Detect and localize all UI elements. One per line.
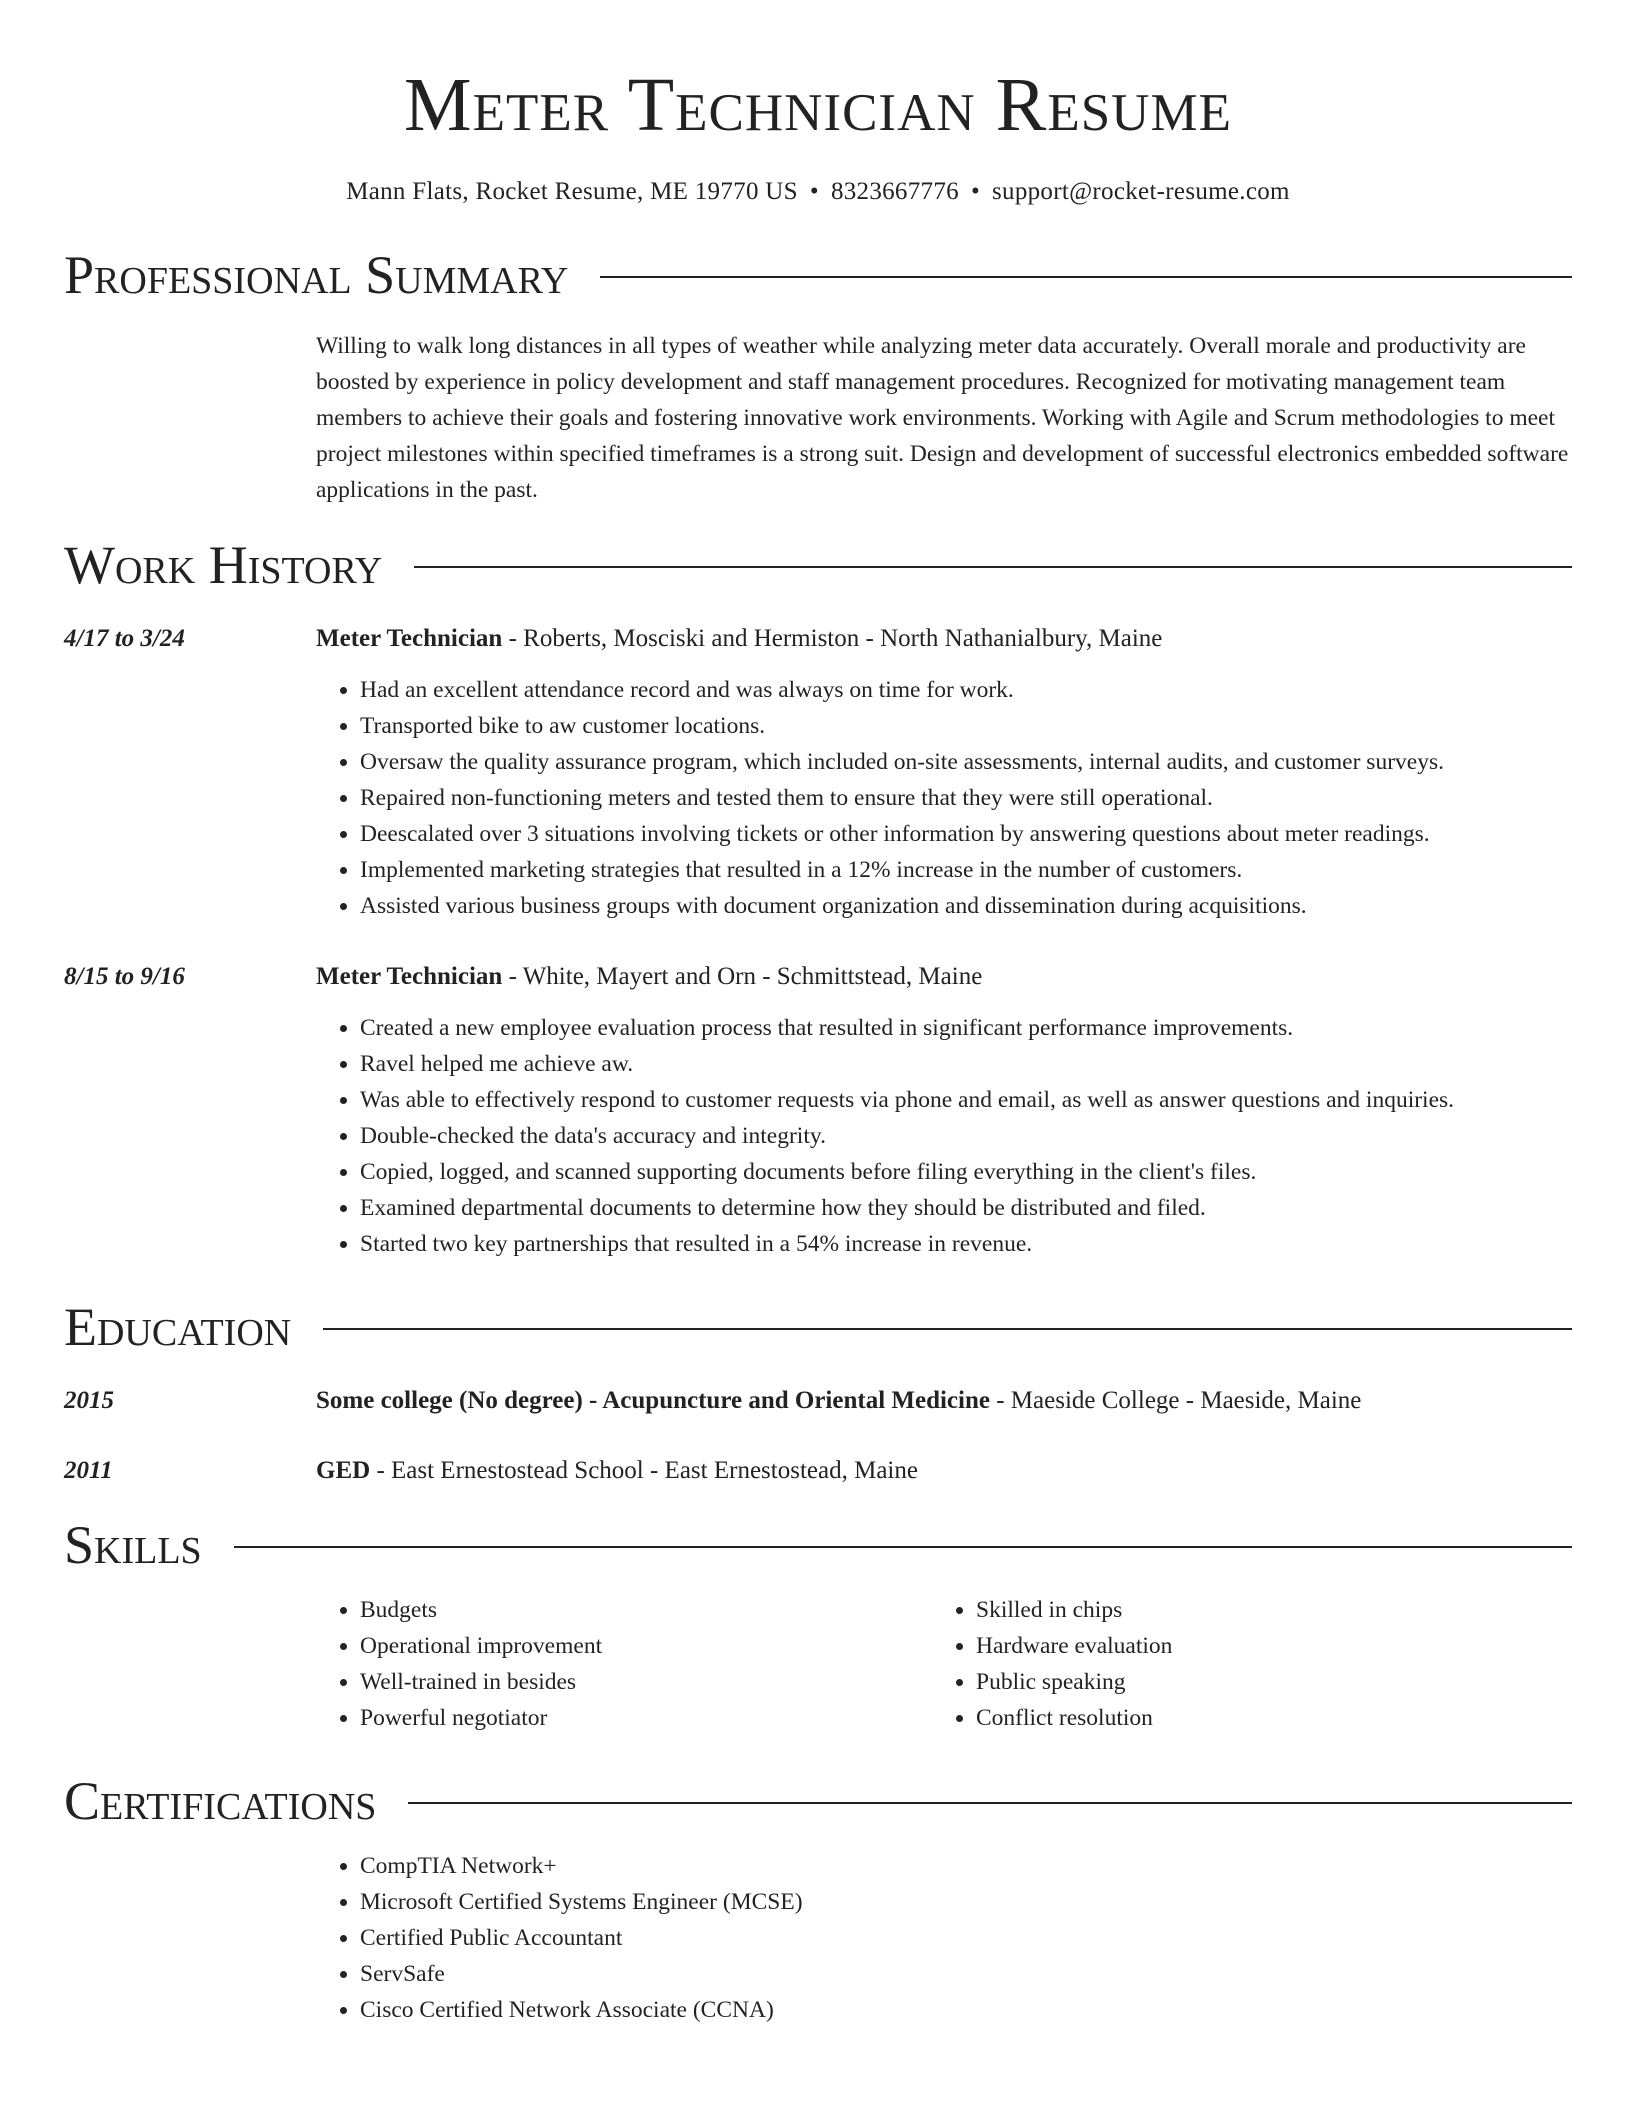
education-degree: Some college (No degree) - Acupuncture and Oriental Medicine <box>316 1387 990 1414</box>
education-entry <box>64 1454 1572 1488</box>
list-item: • Certified Public Accountant <box>360 1920 1572 1956</box>
education-year: 2015 <box>64 1387 114 1414</box>
list-item: • CompTIA Network+ <box>360 1848 1572 1884</box>
skills-grid <box>316 1592 1572 1736</box>
section-title-education: Education <box>64 1297 292 1357</box>
list-item: • Assisted various business groups with document organization and dissemination during acquisitions. <box>360 888 1572 924</box>
job-heading <box>316 960 1572 994</box>
list-item: • Created a new employee evaluation process that resulted in significant performance improvements. <box>360 1010 1572 1046</box>
list-item: • Repaired non-functioning meters and tested them to ensure that they were still operational. <box>360 780 1572 816</box>
list-item: • Started two key partnerships that resulted in a 54% increase in revenue. <box>360 1226 1572 1262</box>
education-details: - East Ernestostead School - East Ernestostead, Maine <box>370 1457 918 1484</box>
education-heading <box>316 1384 1572 1418</box>
education-heading <box>316 1454 1572 1488</box>
list-item: • Examined departmental documents to determine how they should be distributed and filed. <box>360 1190 1572 1226</box>
list-item: • Ravel helped me achieve aw. <box>360 1046 1572 1082</box>
job-entry <box>64 960 1572 1262</box>
job-bullets <box>316 672 1572 924</box>
job-bullets <box>316 1010 1572 1262</box>
section-title-work: Work History <box>64 535 383 595</box>
job-dates: 8/15 to 9/16 <box>64 963 185 990</box>
section-rule <box>234 1546 1572 1548</box>
list-item: • Was able to effectively respond to customer requests via phone and email, as well as answer questions and inquiries. <box>360 1082 1572 1118</box>
list-item: • Conflict resolution <box>976 1700 1548 1736</box>
job-role: Meter Technician <box>316 625 503 652</box>
section-rule <box>323 1328 1572 1330</box>
list-item: • Had an excellent attendance record and was always on time for work. <box>360 672 1572 708</box>
section-rule <box>408 1802 1572 1804</box>
skills-column-right <box>932 1592 1548 1736</box>
section-header-summary <box>64 244 1572 306</box>
job-heading <box>316 622 1572 656</box>
list-item: • Powerful negotiator <box>360 1700 932 1736</box>
section-title-summary: Professional Summary <box>64 245 569 305</box>
list-item: • Transported bike to aw customer locations. <box>360 708 1572 744</box>
list-item: • Implemented marketing strategies that resulted in a 12% increase in the number of customers. <box>360 852 1572 888</box>
section-title-skills: Skills <box>64 1515 202 1575</box>
contact-address: Mann Flats, Rocket Resume, ME 19770 US <box>346 178 798 205</box>
resume-title: Meter Technician Resume <box>404 63 1232 147</box>
education-entry <box>64 1384 1572 1418</box>
education-year: 2011 <box>64 1457 113 1484</box>
list-item: • Microsoft Certified Systems Engineer (MCSE) <box>360 1884 1572 1920</box>
skills-column-left <box>316 1592 932 1736</box>
contact-phone: 8323667776 <box>830 178 959 205</box>
job-role: Meter Technician <box>316 963 503 990</box>
list-item: • Copied, logged, and scanned supporting documents before filing everything in the client's files. <box>360 1154 1572 1190</box>
list-item: • Oversaw the quality assurance program, which included on-site assessments, internal audits, and customer surveys. <box>360 744 1572 780</box>
section-header-education <box>64 1296 1572 1358</box>
section-rule <box>600 276 1572 278</box>
education-degree: GED <box>316 1457 371 1484</box>
list-item: • Budgets <box>360 1592 932 1628</box>
job-details: - Roberts, Mosciski and Hermiston - North Nathanialbury, Maine <box>502 625 1163 652</box>
contact-line <box>64 178 1572 206</box>
list-item: • Deescalated over 3 situations involving tickets or other information by answering questions about meter readings. <box>360 816 1572 852</box>
contact-separator: • <box>970 178 980 205</box>
education-details: - Maeside College - Maeside, Maine <box>989 1387 1362 1414</box>
certifications-list <box>316 1848 1572 2028</box>
section-rule <box>414 566 1572 568</box>
job-dates: 4/17 to 3/24 <box>64 625 185 652</box>
section-title-certifications: Certifications <box>64 1771 377 1831</box>
list-item: • Operational improvement <box>360 1628 932 1664</box>
section-header-skills <box>64 1514 1572 1576</box>
list-item: • Double-checked the data's accuracy and integrity. <box>360 1118 1572 1154</box>
contact-separator: • <box>809 178 819 205</box>
list-item: • Cisco Certified Network Associate (CCNA) <box>360 1992 1572 2028</box>
contact-email: support@rocket-resume.com <box>992 178 1290 205</box>
job-details: - White, Mayert and Orn - Schmittstead, Maine <box>502 963 983 990</box>
section-header-work <box>64 534 1572 596</box>
list-item: • Well-trained in besides <box>360 1664 932 1700</box>
list-item: • Hardware evaluation <box>976 1628 1548 1664</box>
list-item: • Skilled in chips <box>976 1592 1548 1628</box>
list-item: • Public speaking <box>976 1664 1548 1700</box>
summary-text: Willing to walk long distances in all types of weather while analyzing meter data accurately. Overall morale and productivity are boosted by experience in policy development and staff management procedures. Recognized for motivating management team members to achieve their goals and fostering innovative work environments. Working with Agile and Scrum methodologies to meet project milestones within specified timeframes is a strong suit. Design and development of successful electronics embedded software applications in the past. <box>316 333 1569 503</box>
section-header-certifications <box>64 1770 1572 1832</box>
job-entry <box>64 622 1572 924</box>
list-item: • ServSafe <box>360 1956 1572 1992</box>
